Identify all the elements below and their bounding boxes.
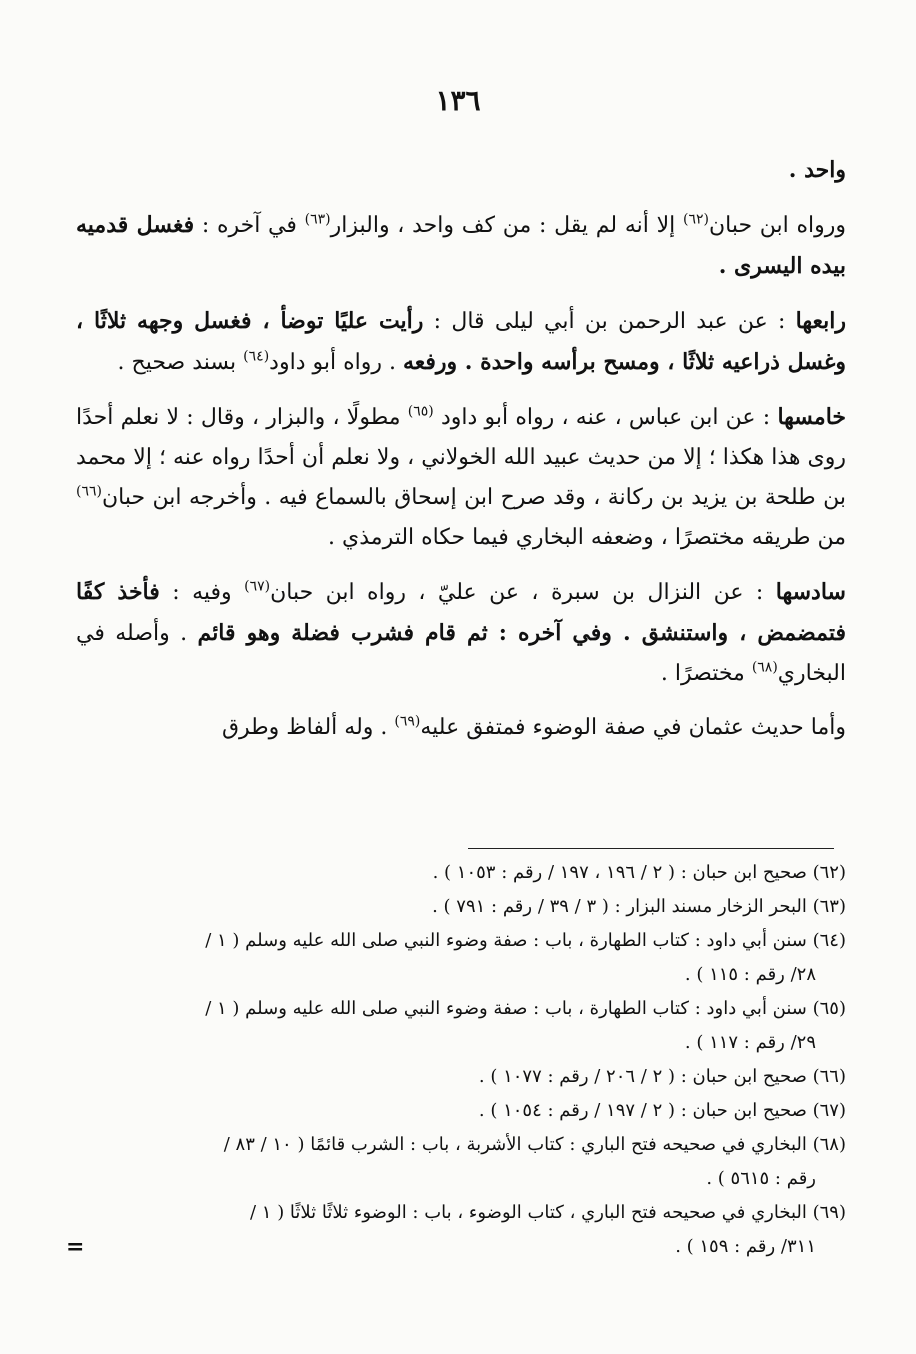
footnote xyxy=(74,1196,846,1264)
text-run: وأما حديث عثمان في صفة الوضوء فمتفق عليه xyxy=(420,715,846,740)
bold-text: رأيت عليًا توضأ ، فغسل وجهه ثلاثًا ، وغسل ذراعيه ثلاثًا ، ومسح برأسه واحدة . ورفعه xyxy=(76,308,846,375)
text-run: مطولًا ، والبزار ، وقال : لا نعلم أحدًا روى هذا هكذا ؛ إلا من حديث عبيد الله الخولاني ، ولا نعلم أن أحدًا رواه عنه ؛ إلا محمد بن طلحة بن يزيد بن ركانة ، وقد صرح ابن إسحاق بالسماع فيه . وأخرجه ابن حبان xyxy=(76,405,846,510)
text-run: . وله ألفاظ وطرق xyxy=(221,715,395,740)
footnote-text: (٦٣) البحر الزخار مسند البزار : ( ٣ / ٣٩ / رقم : ٧٩١ ) . xyxy=(432,896,846,917)
footnote xyxy=(74,924,846,992)
footnote-text: (٦٥) سنن أبي داود : كتاب الطهارة ، باب : صفة وضوء النبي صلى الله عليه وسلم ( ١ / xyxy=(205,998,846,1019)
text-run: وفيه : xyxy=(159,580,245,605)
body-paragraph xyxy=(76,572,846,694)
footnote-ref: (٦٥) xyxy=(407,403,434,420)
footnote-ref: (٦٦) xyxy=(76,483,102,500)
bold-text: سادسها xyxy=(775,579,846,605)
footnote xyxy=(74,1060,846,1094)
footnote-text: (٦٦) صحيح ابن حبان : ( ٢ / ٢٠٦ / رقم : ١٠٧٧ ) . xyxy=(478,1066,846,1087)
footnote-text: (٦٢) صحيح ابن حبان : ( ٢ / ١٩٦ ، ١٩٧ / رقم : ١٠٥٣ ) . xyxy=(432,862,846,883)
footnote xyxy=(74,1094,846,1128)
footnote xyxy=(74,890,846,924)
continuation-mark: = xyxy=(66,1234,85,1260)
text-run: ورواه ابن حبان xyxy=(708,213,846,238)
text-run: من طريقه مختصرًا ، وضعفه البخاري فيما حكاه الترمذي . xyxy=(328,525,846,550)
bold-text: فأخذ كفًا فتمضمض ، واستنشق . وفي آخره : ثم قام فشرب فضلة وهو قائم xyxy=(76,579,846,646)
footnote-ref: (٦٤) xyxy=(243,348,270,365)
body-text xyxy=(76,150,846,762)
footnote-ref: (٦٨) xyxy=(751,659,778,676)
footnote xyxy=(74,856,846,890)
text-run: . رواه أبو داود xyxy=(269,350,403,375)
text-run: بسند صحيح . xyxy=(117,350,244,375)
body-paragraph xyxy=(76,150,846,191)
text-run: : عن النزال بن سبرة ، عن عليّ ، رواه ابن حبان xyxy=(270,580,776,605)
footnote-text: (٦٧) صحيح ابن حبان : ( ٢ / ١٩٧ / رقم : ١٠٥٤ ) . xyxy=(478,1100,846,1121)
text-run: : عن عبد الرحمن بن أبي ليلى قال : xyxy=(423,309,796,334)
text-run: . وأصله في البخاري xyxy=(76,621,846,686)
text-run: مختصرًا . xyxy=(660,661,752,686)
footnote-continuation: ٣١١/ رقم : ١٥٩ ) . xyxy=(675,1236,816,1257)
body-paragraph xyxy=(76,205,846,287)
bold-text: رابعها xyxy=(795,308,846,334)
text-run: في آخره : xyxy=(194,213,305,238)
footnote-text: (٦٤) سنن أبي داود : كتاب الطهارة ، باب : صفة وضوء النبي صلى الله عليه وسلم ( ١ / xyxy=(205,930,846,951)
footnote-separator xyxy=(468,848,834,849)
footnote-continuation: ٢٩/ رقم : ١١٧ ) . xyxy=(684,1032,816,1053)
footnotes xyxy=(74,856,846,1264)
bold-text: فغسل قدميه بيده اليسرى . xyxy=(76,212,846,279)
footnote xyxy=(74,1128,846,1196)
footnote-ref: (٦٢) xyxy=(682,211,709,228)
footnote xyxy=(74,992,846,1060)
footnote-continuation: رقم : ٥٦١٥ ) . xyxy=(706,1168,816,1189)
text-run: إلا أنه لم يقل : من كف واحد ، والبزار xyxy=(330,213,683,238)
text-run: : عن ابن عباس ، عنه ، رواه أبو داود xyxy=(433,405,778,430)
body-paragraph xyxy=(76,708,846,748)
body-paragraph xyxy=(76,301,846,383)
footnote-continuation: ٢٨/ رقم : ١١٥ ) . xyxy=(684,964,816,985)
footnote-text: (٦٩) البخاري في صحيحه فتح الباري ، كتاب الوضوء ، باب : الوضوء ثلاثًا ثلاثًا ( ١ / xyxy=(250,1202,846,1223)
bold-text: واحد . xyxy=(788,157,846,183)
footnote-ref: (٦٧) xyxy=(244,578,271,595)
bold-text: خامسها xyxy=(777,404,846,430)
page-number: ١٣٦ xyxy=(435,84,481,117)
footnote-ref: (٦٣) xyxy=(304,211,331,228)
body-paragraph xyxy=(76,397,846,558)
footnote-text: (٦٨) البخاري في صحيحه فتح الباري : كتاب الأشربة ، باب : الشرب قائمًا ( ١٠ / ٨٣ / xyxy=(223,1134,846,1155)
footnote-ref: (٦٩) xyxy=(394,713,421,730)
